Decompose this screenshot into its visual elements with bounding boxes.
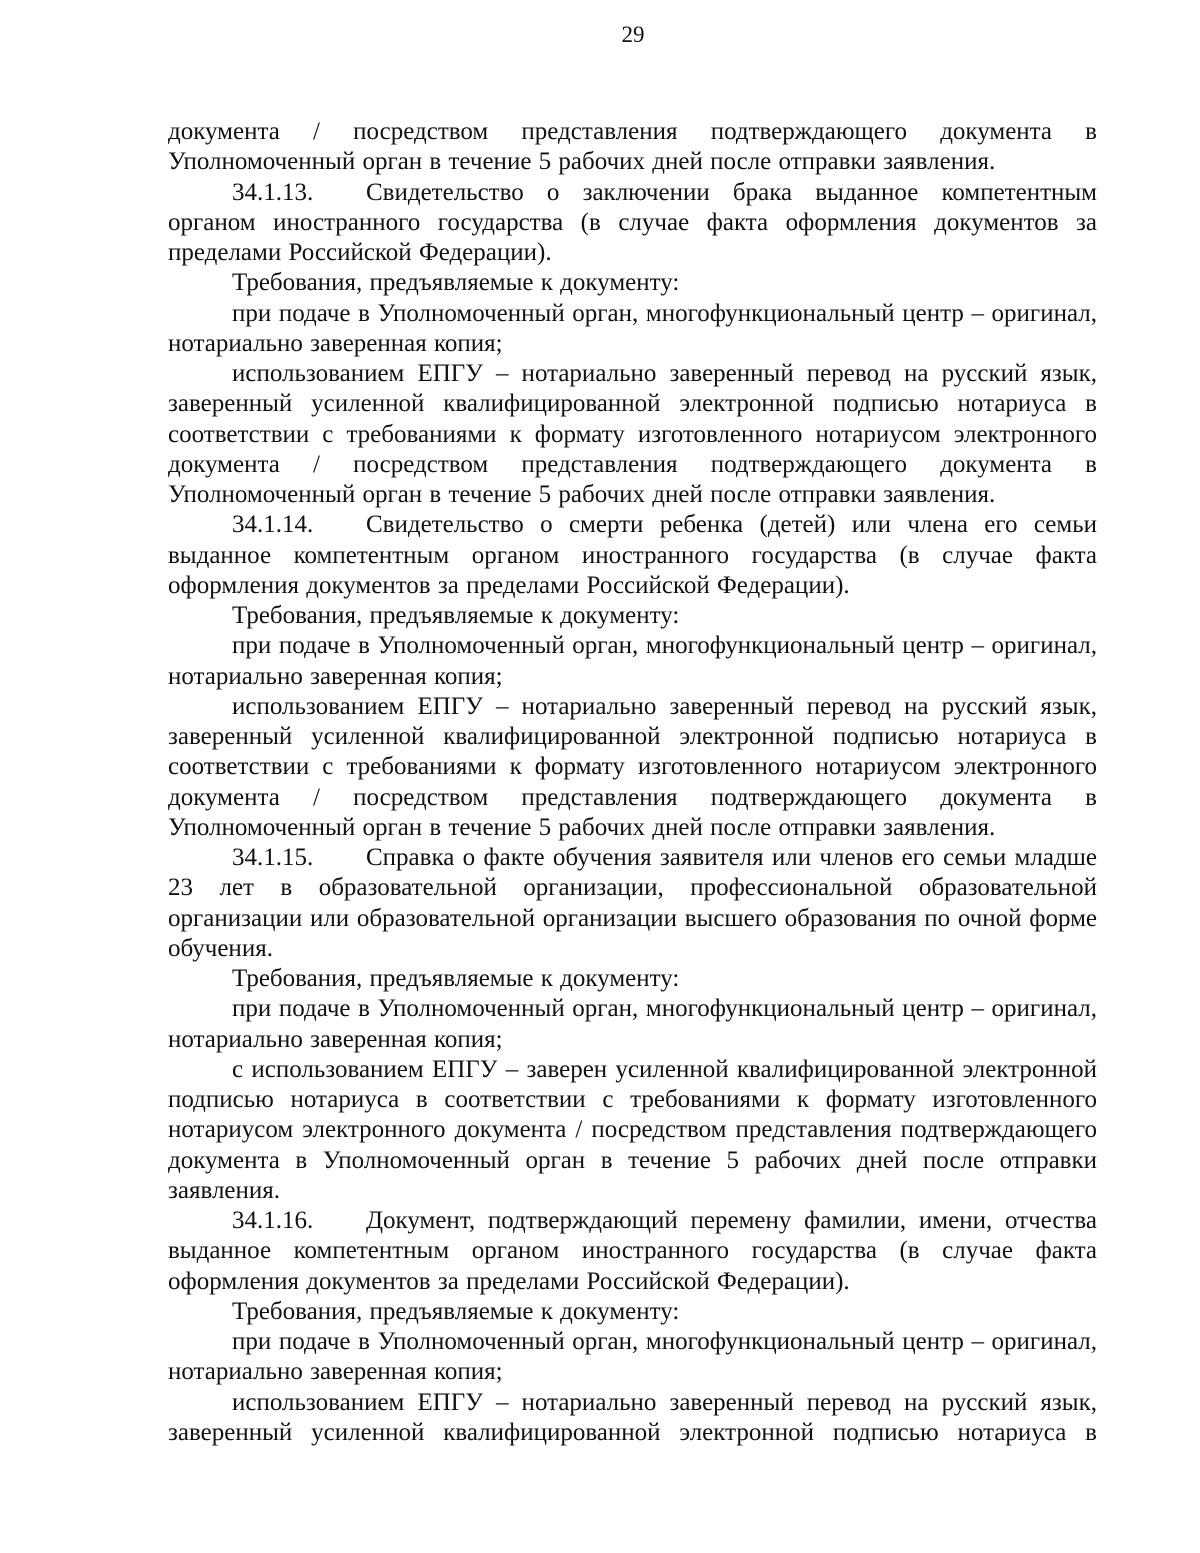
page-number: 29 [621, 22, 645, 47]
clause-text: Свидетельство о смерти ребенка (детей) или члена его семьи выданное компетентным органом иностранного государства (в случае факта оформления документов за пределами Российской Федерации). [168, 511, 1097, 599]
clause-34-1-13 [168, 178, 1097, 269]
clause-34-1-15 [168, 843, 1097, 964]
requirements-heading: Требования, предъявляемые к документу: [232, 269, 680, 297]
requirement-in-person: при подаче в Уполномоченный орган, многофункциональный центр – оригинал, нотариально заверенная копия; [168, 1328, 1097, 1386]
clause-number: 34.1.13. [232, 178, 314, 206]
clause-text: Документ, подтверждающий перемену фамилии, имени, отчества выданное компетентным органом иностранного государства (в случае факта оформления документов за пределами Российской Федерации). [168, 1207, 1097, 1295]
clause-number: 34.1.16. [232, 1207, 314, 1234]
requirement-epgu: использованием ЕПГУ – нотариально заверенный перевод на русский язык, заверенный усиленной квалифицированной электронной подписью нотариуса в [168, 1388, 1097, 1446]
clause-text: Свидетельство о заключении брака выданное компетентным органом иностранного государства (в случае факта оформления документов за пределами Российской Федерации). [168, 178, 1097, 266]
requirement-in-person: при подаче в Уполномоченный орган, многофункциональный центр – оригинал, нотариально заверенная копия; [168, 632, 1097, 690]
requirement-in-person: при подаче в Уполномоченный орган, многофункциональный центр – оригинал, нотариально заверенная копия; [168, 299, 1097, 357]
requirements-heading: Требования, предъявляемые к документу: [232, 602, 680, 629]
requirements-heading: Требования, предъявляемые к документу: [232, 1297, 680, 1325]
requirement-epgu: использованием ЕПГУ – нотариально заверенный перевод на русский язык, заверенный усиленной квалифицированной электронной подписью нотариуса в соответствии с требованиями к формату изготовленного нотариусом электронного документа / посредством представления подтверждающего документа в Уполномоченный орган в течение 5 рабочих дней после отправки заявления. [168, 360, 1097, 508]
requirement-in-person: при подаче в Уполномоченный орган, многофункциональный центр – оригинал, нотариально заверенная копия; [168, 995, 1097, 1053]
requirements-heading: Требования, предъявляемые к документу: [232, 965, 680, 992]
clause-34-1-14 [168, 510, 1097, 601]
clause-text: Справка о факте обучения заявителя или членов его семьи младше 23 лет в образовательной организации, профессиональной образовательной организации или образовательной организации высшего образования по очной форме обучения. [168, 844, 1097, 962]
paragraph-continuation: документа / посредством представления подтверждающего документа в Уполномоченный орган в течение 5 рабочих дней после отправки заявления. [168, 118, 1097, 176]
requirement-epgu: с использованием ЕПГУ – заверен усиленной квалифицированной электронной подписью нотариуса в соответствии с требованиями к формату изготовленного нотариусом электронного документа / посредством представления подтверждающего документа в Уполномоченный орган в течение 5 рабочих дней после отправки заявления. [168, 1055, 1097, 1204]
clause-number: 34.1.15. [232, 844, 314, 871]
clause-34-1-16 [168, 1206, 1097, 1297]
document-body [168, 117, 1097, 1448]
clause-number: 34.1.14. [232, 511, 314, 539]
requirement-epgu: использованием ЕПГУ – нотариально заверенный перевод на русский язык, заверенный усиленной квалифицированной электронной подписью нотариуса в соответствии с требованиями к формату изготовленного нотариусом электронного документа / посредством представления подтверждающего документа в Уполномоченный орган в течение 5 рабочих дней после отправки заявления. [168, 692, 1097, 841]
